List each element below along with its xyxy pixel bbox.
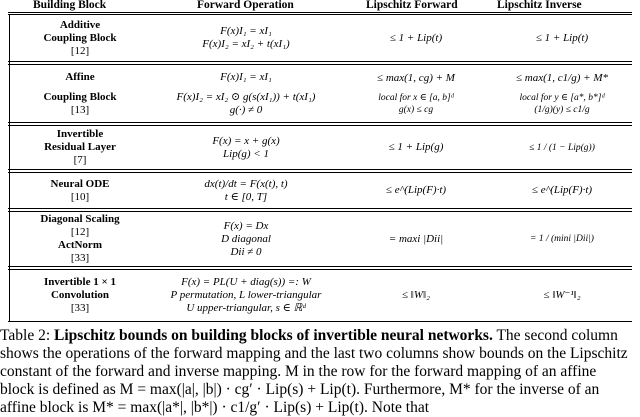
lipschitz-inverse-cell <box>488 126 636 169</box>
lipschitz-forward-cell <box>346 270 486 321</box>
citation: [12] <box>70 226 90 238</box>
table-row <box>0 212 640 266</box>
forward-operation-cell <box>148 15 344 61</box>
row-rule <box>8 169 632 170</box>
formula: t ∈ [0, T] <box>224 190 268 203</box>
header-building-block: Building Block <box>33 0 107 11</box>
formula: F(x)I₁ = xI₁ <box>220 25 272 37</box>
formula: F(x)I₁ = xI₁ <box>220 70 272 83</box>
formula: U upper-triangular, s ∈ ℝᵈ <box>186 302 306 314</box>
caption-label: Table 2: <box>0 327 51 344</box>
caption-title: Lipschitz bounds on building blocks of invertible neural networks. <box>54 327 493 344</box>
formula: F(x) = Dx <box>223 219 269 232</box>
citation: [10] <box>70 190 90 203</box>
lipschitz-inverse-cell <box>488 270 636 321</box>
formula: P permutation, L lower-triangular <box>170 289 322 301</box>
building-block-cell <box>14 15 146 61</box>
row-rule <box>8 208 632 209</box>
block-name: ActNorm <box>58 239 102 251</box>
lipschitz-inverse-cell <box>488 65 636 122</box>
lipschitz-forward-cell <box>346 126 486 169</box>
citation: [33] <box>70 302 90 314</box>
caption-line: affine block is M* = max(|a*|, |b*|) · c1/g′ · Lip(s) + Lip(t). Note that <box>0 399 430 416</box>
forward-operation-cell <box>148 270 344 321</box>
building-block-cell <box>14 173 146 208</box>
forward-operation-cell <box>148 65 344 122</box>
block-name: Additive <box>59 18 101 31</box>
block-name: Diagonal Scaling <box>40 213 120 225</box>
caption-line: shows the operations of the forward mapping and the last two columns show bounds on the Lipschitz <box>0 345 628 362</box>
bound: ≤ max(1, c1/g) + M* <box>516 71 608 84</box>
lipschitz-inverse-cell <box>488 15 636 61</box>
bound-condition: local for x ∈ [a, b]ᵈ <box>378 92 454 103</box>
bound: ≤ max(1, cg) + M <box>377 71 455 84</box>
bound: = maxi |Dii| <box>388 232 444 245</box>
formula: F(x)I₂ = xI₂ ⊙ g(s(xI₁)) + t(xI₁) <box>176 90 316 103</box>
bound: ≤ 1 + Lip(g) <box>388 141 444 153</box>
block-name: Neural ODE <box>50 177 110 190</box>
table-bottom-rule <box>8 321 632 322</box>
citation: [7] <box>73 154 87 166</box>
block-name: Residual Layer <box>44 141 116 153</box>
header-lipschitz-forward: Lipschitz Forward <box>366 0 458 11</box>
row-rule <box>8 122 632 123</box>
forward-operation-cell <box>148 173 344 208</box>
bound: ≤ 1 + Lip(t) <box>389 31 443 44</box>
row-rule <box>8 266 632 267</box>
bound: ≤ e^(Lip(F)·t) <box>531 184 593 196</box>
lipschitz-forward-cell <box>346 15 486 61</box>
formula: Lip(g) < 1 <box>223 147 269 160</box>
table-row <box>0 65 640 122</box>
formula: D diagonal <box>221 232 271 245</box>
lipschitz-inverse-cell <box>488 173 636 208</box>
lipschitz-forward-cell <box>346 173 486 208</box>
table-row <box>0 270 640 321</box>
formula: Dii ≠ 0 <box>230 245 262 258</box>
citation: [12] <box>70 44 90 57</box>
table-top-rule <box>8 12 632 13</box>
building-block-cell <box>14 126 146 169</box>
bound: ≤ 1 + Lip(t) <box>535 31 589 44</box>
forward-operation-cell <box>148 212 344 266</box>
building-block-cell <box>14 212 146 266</box>
building-block-cell <box>14 270 146 321</box>
bound-condition: g(x) ≤ cg <box>398 104 434 115</box>
caption-line: block is defined as M = max(|a|, |b|) · cg′ · Lip(s) + Lip(t). Furthermore, M* for the inverse of an <box>0 381 600 398</box>
block-name: Invertible 1 × 1 <box>44 276 116 288</box>
formula: F(x)I₂ = xI₂ + t(xI₁) <box>202 38 290 50</box>
block-name: Coupling Block <box>43 90 117 103</box>
header-lipschitz-inverse: Lipschitz Inverse <box>497 0 582 11</box>
bound-condition: local for y ∈ [a*, b*]ᵈ <box>519 92 605 103</box>
table-row <box>0 15 640 61</box>
formula: g(·) ≠ 0 <box>229 103 263 116</box>
block-name: Invertible <box>56 128 104 140</box>
block-name: Coupling Block <box>43 31 117 44</box>
bound-condition: (1/g)(y) ≤ c1/g <box>534 104 590 115</box>
formula: dx(t)/dt = F(x(t), t) <box>204 177 288 190</box>
lipschitz-forward-cell <box>346 212 486 266</box>
header-forward-operation: Forward Operation <box>197 0 294 11</box>
formula: F(x) = x + g(x) <box>212 134 280 147</box>
citation: [33] <box>70 252 90 264</box>
table-header <box>0 0 640 12</box>
bound: ≤ ‖W⁻¹‖₂ <box>543 289 581 301</box>
block-name: Convolution <box>50 289 110 301</box>
bound: ≤ ‖W‖₂ <box>402 289 430 301</box>
caption-line <box>0 327 640 345</box>
lipschitz-forward-cell <box>346 65 486 122</box>
row-rule <box>8 61 632 62</box>
formula: F(x) = PL(U + diag(s)) =: W <box>181 276 311 288</box>
caption-text: The second column <box>492 327 618 344</box>
caption-line: constant of the forward and inverse mapping. M in the row for the forward mapping of an affine <box>0 363 597 380</box>
lipschitz-inverse-cell <box>488 212 636 266</box>
bound: ≤ e^(Lip(F)·t) <box>385 184 447 196</box>
table-caption <box>0 327 640 416</box>
forward-operation-cell <box>148 126 344 169</box>
table-row <box>0 126 640 169</box>
table-row <box>0 173 640 208</box>
bound: = 1 / (mini |Dii|) <box>530 234 594 244</box>
building-block-cell <box>14 65 146 122</box>
bound: ≤ 1 / (1 − Lip(g)) <box>529 142 595 153</box>
citation: [13] <box>70 103 90 116</box>
block-name: Affine <box>65 70 95 83</box>
